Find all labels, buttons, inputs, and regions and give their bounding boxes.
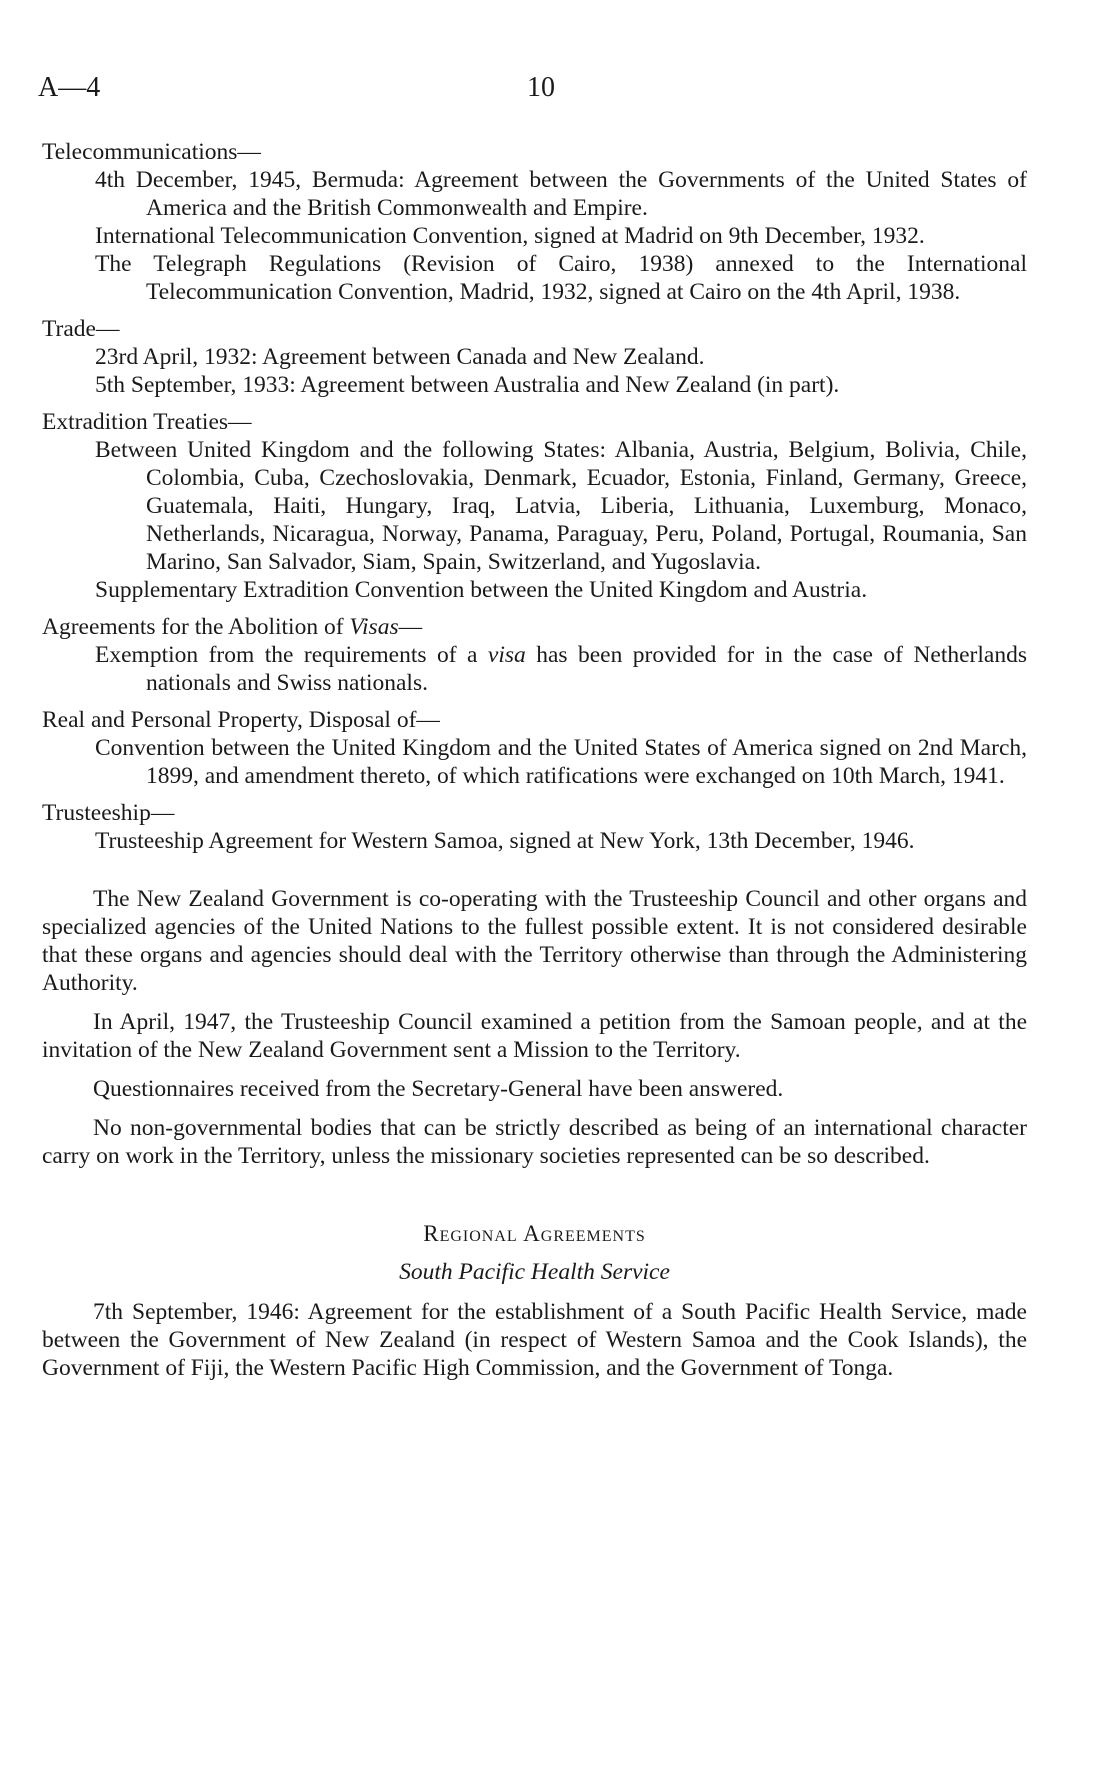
body-paragraph: No non-governmental bodies that can be strictly described as being of an international character carry on work in the Territory, unless the missionary societies represented can be so described. [42,1115,1027,1169]
list-item: 23rd April, 1932: Agreement between Canada and New Zealand. [95,344,705,370]
section-heading-trusteeship: Trusteeship— [42,800,175,826]
page-header [38,72,1044,112]
regional-agreements-title: Regional Agreements [423,1221,646,1246]
section-heading-visas: Agreements for the Abolition of Visas— [42,614,423,640]
list-item: Convention between the United Kingdom and the United States of America signed on 2nd March, 1899, and amendment thereto, of which ratifications were exchanged on 10th March, 1941. [95,735,1027,789]
page-body [42,138,1027,1382]
body-paragraph: 7th September, 1946: Agreement for the establishment of a South Pacific Health Service, made between the Government of New Zealand (in respect of Western Samoa and the Cook Islands), the Government of Fiji, the Western Pacific High Commission, and the Government of Tonga. [42,1299,1027,1381]
list-item: 5th September, 1933: Agreement between Australia and New Zealand (in part). [95,372,840,398]
section-heading-property: Real and Personal Property, Disposal of— [42,707,440,733]
list-item: 4th December, 1945, Bermuda: Agreement between the Governments of the United States of America and the British Commonwealth and Empire. [95,167,1027,221]
body-paragraph: The New Zealand Government is co-operating with the Trusteeship Council and other organs and specialized agencies of the United Nations to the fullest possible extent. It is not considered desirable that these organs and agencies should deal with the Territory otherwise than through the Administering Authority. [42,886,1027,996]
section-heading-extradition: Extradition Treaties— [42,409,252,435]
list-item: Between United Kingdom and the following States: Albania, Austria, Belgium, Bolivia, Chile, Colombia, Cuba, Czechoslovakia, Denmark, Ecuador, Estonia, Finland, Germany, Greece, Guatemala, Haiti, Hungary, Iraq, Latvia, Liberia, Lithuania, Luxemburg, Monaco, Netherlands, Nicaragua, Norway, Panama, Paraguay, Peru, Poland, Portugal, Roumania, San Marino, San Salvador, Siam, Spain, Switzerland, and Yugoslavia. [95,437,1027,575]
list-item: Trusteeship Agreement for Western Samoa, signed at New York, 13th December, 1946. [95,828,915,854]
regional-agreements-subtitle: South Pacific Health Service [399,1259,670,1285]
body-paragraph: In April, 1947, the Trusteeship Council examined a petition from the Samoan people, and at the invitation of the New Zealand Government sent a Mission to the Territory. [42,1009,1027,1063]
body-paragraph: Questionnaires received from the Secretary-General have been answered. [93,1076,784,1102]
document-code: A—4 [38,72,101,103]
list-item: International Telecommunication Convention, signed at Madrid on 9th December, 1932. [95,223,925,249]
list-item: Exemption from the requirements of a visa has been provided for in the case of Netherlands nationals and Swiss nationals. [95,642,1027,696]
section-heading-telecommunications: Telecommunications— [42,139,261,165]
section-heading-trade: Trade— [42,316,120,342]
page-number: 10 [527,72,555,103]
list-item: Supplementary Extradition Convention between the United Kingdom and Austria. [95,577,868,603]
list-item: The Telegraph Regulations (Revision of Cairo, 1938) annexed to the International Telecommunication Convention, Madrid, 1932, signed at Cairo on the 4th April, 1938. [95,251,1027,305]
visas-emphasis: Visas [349,614,399,640]
visa-emphasis: visa [487,642,526,668]
